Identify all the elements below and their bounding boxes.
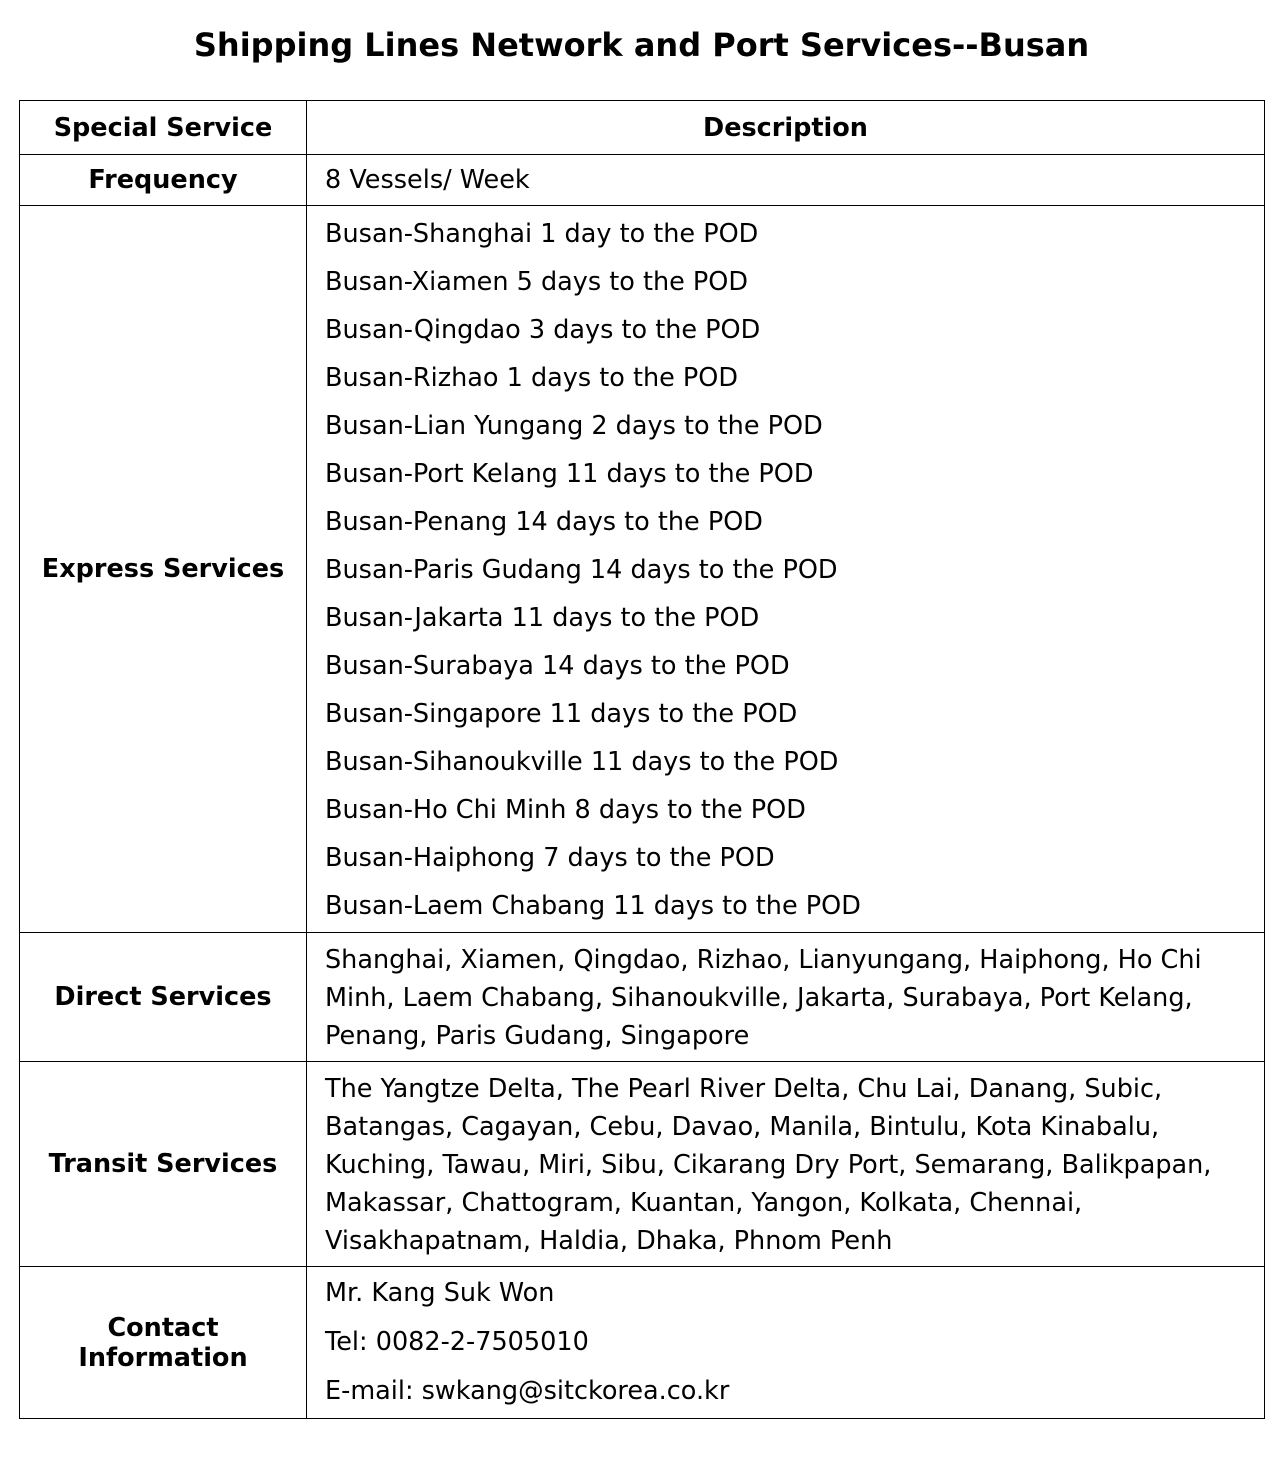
- table-row-frequency: [20, 155, 1265, 206]
- contact-name: Mr. Kang Suk Won: [325, 1278, 555, 1308]
- table-header-row: [20, 101, 1265, 155]
- express-route: Busan-Shanghai 1 day to the POD: [325, 219, 759, 249]
- contact-cell: [307, 1267, 1265, 1419]
- express-route: Busan-Haiphong 7 days to the POD: [325, 843, 775, 873]
- direct-ports: Shanghai, Xiamen, Qingdao, Rizhao, Lianyungang, Haiphong, Ho Chi Minh, Laem Chabang, Sihanoukville, Jakarta, Surabaya, Port Kelang, Penang, Paris Gudang, Singapore: [325, 945, 1202, 1051]
- express-route: Busan-Xiamen 5 days to the POD: [325, 267, 749, 297]
- transit-ports: The Yangtze Delta, The Pearl River Delta, Chu Lai, Danang, Subic, Batangas, Cagayan, Cebu, Davao, Manila, Bintulu, Kota Kinabalu, Kuching, Tawau, Miri, Sibu, Cikarang Dry Port, Semarang, Balikpapan, Makassar, Chattogram, Kuantan, Yangon, Kolkata, Chennai, Visakhapatnam, Haldia, Dhaka, Phnom Penh: [325, 1074, 1212, 1256]
- express-route: Busan-Port Kelang 11 days to the POD: [325, 459, 814, 489]
- transit-cell: [307, 1062, 1265, 1267]
- express-route: Busan-Laem Chabang 11 days to the POD: [325, 891, 861, 921]
- express-route: Busan-Lian Yungang 2 days to the POD: [325, 411, 823, 441]
- table-row-contact: [20, 1267, 1265, 1419]
- table-row-transit: [20, 1062, 1265, 1267]
- header-special-service: Special Service: [20, 101, 307, 155]
- express-route: Busan-Sihanoukville 11 days to the POD: [325, 747, 839, 777]
- direct-cell: [307, 933, 1265, 1062]
- express-route: Busan-Ho Chi Minh 8 days to the POD: [325, 795, 806, 825]
- express-route: Busan-Surabaya 14 days to the POD: [325, 651, 790, 681]
- express-route: Busan-Jakarta 11 days to the POD: [325, 603, 760, 633]
- direct-label: Direct Services: [20, 933, 307, 1062]
- express-list: [307, 206, 1265, 933]
- transit-label: Transit Services: [20, 1062, 307, 1267]
- express-route: Busan-Paris Gudang 14 days to the POD: [325, 555, 838, 585]
- services-table: [19, 100, 1265, 1419]
- page-title: Shipping Lines Network and Port Services--Busan: [193, 26, 1090, 64]
- contact-label: Contact Information: [20, 1267, 307, 1419]
- express-route: Busan-Singapore 11 days to the POD: [325, 699, 798, 729]
- frequency-label: Frequency: [20, 155, 307, 206]
- frequency-value: 8 Vessels/ Week: [307, 155, 1265, 206]
- header-description: Description: [307, 101, 1265, 155]
- table-row-direct: [20, 933, 1265, 1062]
- contact-email: E-mail: swkang@sitckorea.co.kr: [325, 1376, 730, 1406]
- express-label: Express Services: [20, 206, 307, 933]
- contact-tel: Tel: 0082-2-7505010: [325, 1327, 589, 1357]
- express-route: Busan-Penang 14 days to the POD: [325, 507, 763, 537]
- express-route: Busan-Qingdao 3 days to the POD: [325, 315, 761, 345]
- express-route: Busan-Rizhao 1 days to the POD: [325, 363, 738, 393]
- table-row-express: [20, 206, 1265, 933]
